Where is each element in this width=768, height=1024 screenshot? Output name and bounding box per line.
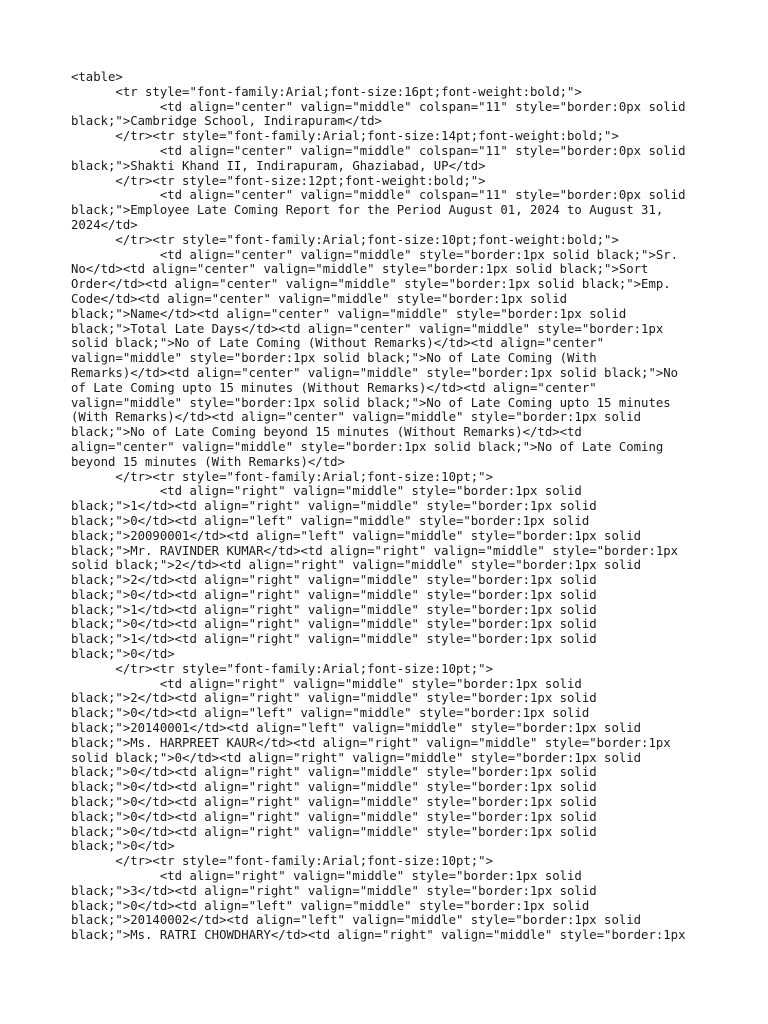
- source-line: black;">0</td><td align="right" valign="middle" style="border:1px solid: [71, 795, 597, 810]
- source-line: black;">20140002</td><td align="left" valign="middle" style="border:1px solid: [71, 913, 642, 928]
- source-line: 2024</td>: [71, 217, 138, 232]
- source-line: black;">Employee Late Coming Report for the Period August 01, 2024 to August 31,: [71, 203, 664, 218]
- source-line: align="center" valign="middle" style="border:1px solid black;">No of Late Coming: [71, 439, 664, 454]
- source-line: black;">Mr. RAVINDER KUMAR</td><td align="right" valign="middle" style="border:1px: [71, 543, 679, 558]
- source-line: <td align="right" valign="middle" style="border:1px solid: [71, 869, 582, 884]
- source-line: black;">2</td><td align="right" valign="middle" style="border:1px solid: [71, 573, 597, 588]
- source-line: solid black;">No of Late Coming (Without Remarks)</td><td align="center": [71, 336, 605, 351]
- source-line: black;">1</td><td align="right" valign="middle" style="border:1px solid: [71, 602, 597, 617]
- source-line: Order</td><td align="center" valign="middle" style="border:1px solid black;">Emp.: [71, 277, 671, 292]
- source-line: <td align="center" valign="middle" colspan="11" style="border:0px solid: [71, 99, 686, 114]
- source-line: black;">0</td><td align="right" valign="middle" style="border:1px solid: [71, 587, 597, 602]
- source-line: Code</td><td align="center" valign="middle" style="border:1px solid: [71, 291, 568, 306]
- source-line: black;">0</td><td align="right" valign="middle" style="border:1px solid: [71, 765, 597, 780]
- source-line: black;">0</td><td align="left" valign="middle" style="border:1px solid: [71, 513, 590, 528]
- source-line: black;">1</td><td align="right" valign="middle" style="border:1px solid: [71, 632, 597, 647]
- source-line: beyond 15 minutes (With Remarks)</td>: [71, 454, 345, 469]
- source-line: <td align="center" valign="middle" style="border:1px solid black;">Sr.: [71, 247, 679, 262]
- source-line: black;">0</td><td align="right" valign="middle" style="border:1px solid: [71, 617, 597, 632]
- source-line: valign="middle" style="border:1px solid black;">No of Late Coming upto 15 minutes: [71, 395, 671, 410]
- source-line: black;">Name</td><td align="center" valign="middle" style="border:1px solid: [71, 306, 627, 321]
- source-line: black;">Total Late Days</td><td align="center" valign="middle" style="border:1px: [71, 321, 664, 336]
- source-line: black;">Cambridge School, Indirapuram</td>: [71, 114, 382, 129]
- source-line: No</td><td align="center" valign="middle" style="border:1px solid black;">Sort: [71, 262, 649, 277]
- source-line: black;">0</td><td align="left" valign="middle" style="border:1px solid: [71, 898, 590, 913]
- source-line: black;">No of Late Coming beyond 15 minutes (Without Remarks)</td><td: [71, 425, 582, 440]
- source-line: </tr><tr style="font-family:Arial;font-size:10pt;">: [71, 854, 493, 869]
- source-line: <td align="center" valign="middle" colspan="11" style="border:0px solid: [71, 188, 686, 203]
- source-line: black;">2</td><td align="right" valign="middle" style="border:1px solid: [71, 691, 597, 706]
- source-line: black;">1</td><td align="right" valign="middle" style="border:1px solid: [71, 499, 597, 514]
- source-line: black;">Shakti Khand II, Indirapuram, Ghaziabad, UP</td>: [71, 158, 486, 173]
- source-line: Remarks)</td><td align="center" valign="middle" style="border:1px solid black;">No: [71, 365, 679, 380]
- source-line: black;">0</td><td align="right" valign="middle" style="border:1px solid: [71, 824, 597, 839]
- source-line: (With Remarks)</td><td align="center" valign="middle" style="border:1px solid: [71, 410, 642, 425]
- source-line: </tr><tr style="font-family:Arial;font-size:10pt;font-weight:bold;">: [71, 232, 619, 247]
- source-line: black;">3</td><td align="right" valign="middle" style="border:1px solid: [71, 883, 597, 898]
- source-line: black;">20090001</td><td align="left" valign="middle" style="border:1px solid: [71, 528, 642, 543]
- source-line: </tr><tr style="font-size:12pt;font-weight:bold;">: [71, 173, 486, 188]
- source-line: <td align="center" valign="middle" colspan="11" style="border:0px solid: [71, 143, 686, 158]
- source-line: black;">0</td><td align="right" valign="middle" style="border:1px solid: [71, 780, 597, 795]
- source-line: </tr><tr style="font-family:Arial;font-size:10pt;">: [71, 469, 493, 484]
- source-line: black;">Ms. HARPREET KAUR</td><td align="right" valign="middle" style="border:1px: [71, 735, 671, 750]
- source-line: solid black;">0</td><td align="right" valign="middle" style="border:1px solid: [71, 750, 642, 765]
- source-line: solid black;">2</td><td align="right" valign="middle" style="border:1px solid: [71, 558, 642, 573]
- source-line: valign="middle" style="border:1px solid black;">No of Late Coming (With: [71, 351, 597, 366]
- source-line: </tr><tr style="font-family:Arial;font-size:14pt;font-weight:bold;">: [71, 129, 619, 144]
- source-line: black;">20140001</td><td align="left" valign="middle" style="border:1px solid: [71, 721, 642, 736]
- source-line: <td align="right" valign="middle" style="border:1px solid: [71, 484, 582, 499]
- source-line: black;">0</td><td align="left" valign="middle" style="border:1px solid: [71, 706, 590, 721]
- source-line: black;">0</td>: [71, 647, 175, 662]
- html-source-text: [71, 70, 701, 943]
- source-line: black;">0</td><td align="right" valign="middle" style="border:1px solid: [71, 809, 597, 824]
- source-line: </tr><tr style="font-family:Arial;font-size:10pt;">: [71, 661, 493, 676]
- source-line: <td align="right" valign="middle" style="border:1px solid: [71, 676, 582, 691]
- source-line: <tr style="font-family:Arial;font-size:16pt;font-weight:bold;">: [71, 84, 582, 99]
- source-line: of Late Coming upto 15 minutes (Without Remarks)</td><td align="center": [71, 380, 597, 395]
- source-line: black;">0</td>: [71, 839, 175, 854]
- source-line: <table>: [71, 70, 123, 84]
- source-line: black;">Ms. RATRI CHOWDHARY</td><td align="right" valign="middle" style="border:1px: [71, 928, 686, 943]
